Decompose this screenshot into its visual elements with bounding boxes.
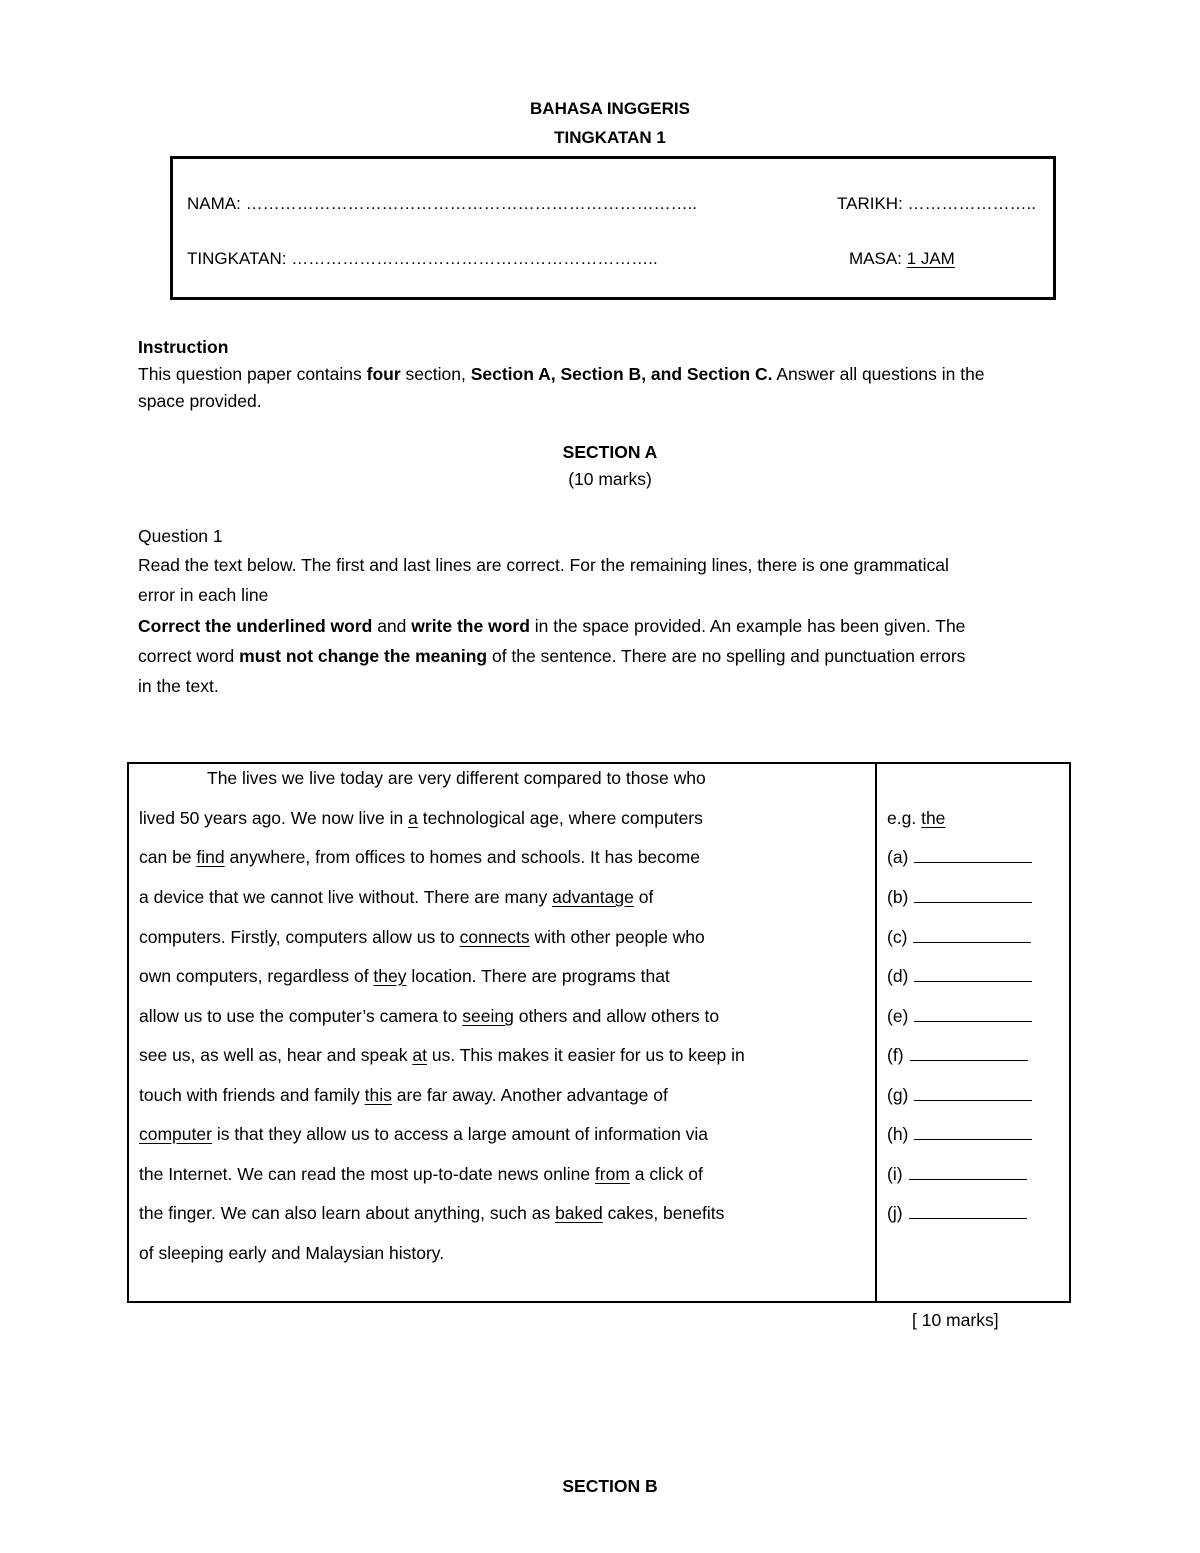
answer-example: e.g. the <box>887 808 946 828</box>
question-instruction-5: in the text. <box>138 676 219 696</box>
question-instruction-4: correct word must not change the meaning of the sentence. There are no spelling and punctuation errors <box>138 646 966 666</box>
passage-line: see us, as well as, hear and speak at us. This makes it easier for us to keep in <box>139 1045 745 1065</box>
underlined-word: baked <box>555 1203 603 1223</box>
instruction-text-line2: space provided. <box>138 391 262 411</box>
student-info-box <box>170 156 1056 300</box>
nama-field[interactable] <box>187 194 697 214</box>
question-instruction-3: Correct the underlined word and write the word in the space provided. An example has been given. The <box>138 616 966 636</box>
header-title: BAHASA INGGERIS <box>530 99 690 118</box>
answer-blank-b[interactable]: (b) <box>887 887 1032 908</box>
error-correction-table <box>127 762 1071 1303</box>
question-instruction-1: Read the text below. The first and last lines are correct. For the remaining lines, there is one grammatical <box>138 555 949 575</box>
answer-blank-e[interactable]: (e) <box>887 1006 1032 1027</box>
passage-line: The lives we live today are very different compared to those who <box>207 768 706 788</box>
passage-line: computer is that they allow us to access a large amount of information via <box>139 1124 709 1144</box>
underlined-word: at <box>412 1045 427 1065</box>
table-divider <box>875 764 877 1301</box>
passage-line: a device that we cannot live without. There are many advantage of <box>139 887 654 907</box>
tarikh-dots: ………………….. <box>907 194 1036 213</box>
passage-line: allow us to use the computer’s camera to seeing others and allow others to <box>139 1006 720 1026</box>
answer-blank-i[interactable]: (i) <box>887 1164 1027 1185</box>
question-label: Question 1 <box>138 526 223 546</box>
tingkatan-dots: ……………………………………………………….. <box>291 249 658 268</box>
passage-line: own computers, regardless of they location. There are programs that <box>139 966 670 986</box>
masa-field <box>849 249 955 269</box>
underlined-word: advantage <box>552 887 634 907</box>
masa-value: 1 JAM <box>906 249 955 268</box>
tarikh-field[interactable] <box>837 194 1036 214</box>
passage-line: the finger. We can also learn about anything, such as baked cakes, benefits <box>139 1203 725 1223</box>
underlined-word: a <box>408 808 418 828</box>
answer-blank-a[interactable]: (a) <box>887 847 1032 868</box>
underlined-word: this <box>364 1085 392 1105</box>
tingkatan-field[interactable] <box>187 249 658 269</box>
answer-blank-h[interactable]: (h) <box>887 1124 1032 1145</box>
question-instruction-2: error in each line <box>138 585 269 605</box>
masa-label: MASA: <box>849 249 902 268</box>
section-b-title: SECTION B <box>562 1476 658 1496</box>
header-subtitle: TINGKATAN 1 <box>554 128 666 147</box>
instruction-heading: Instruction <box>138 337 229 357</box>
passage-line: the Internet. We can read the most up-to-date news online from a click of <box>139 1164 703 1184</box>
underlined-word: computer <box>139 1124 212 1144</box>
passage-line: can be find anywhere, from offices to homes and schools. It has become <box>139 847 700 867</box>
section-a-marks: (10 marks) <box>568 469 652 489</box>
passage-line: lived 50 years ago. We now live in a technological age, where computers <box>139 808 703 828</box>
nama-dots: …………………………………………………………………….. <box>245 194 698 213</box>
underlined-word: they <box>373 966 407 986</box>
tingkatan-label: TINGKATAN: <box>187 249 287 268</box>
underlined-word: find <box>196 847 225 867</box>
answer-blank-g[interactable]: (g) <box>887 1085 1032 1106</box>
underlined-word: seeing <box>462 1006 514 1026</box>
example-answer: the <box>921 808 946 828</box>
underlined-word: from <box>594 1164 630 1184</box>
answer-blank-d[interactable]: (d) <box>887 966 1032 987</box>
answer-blank-f[interactable]: (f) <box>887 1045 1028 1066</box>
section-a-title: SECTION A <box>562 442 658 462</box>
tarikh-label: TARIKH: <box>837 194 903 213</box>
total-marks: [ 10 marks] <box>912 1310 999 1330</box>
passage-line: computers. Firstly, computers allow us to connects with other people who <box>139 927 705 947</box>
instruction-text: This question paper contains four section, Section A, Section B, and Section C. Answer all questions in the <box>138 364 985 384</box>
answer-blank-c[interactable]: (c) <box>887 927 1031 948</box>
passage-line: of sleeping early and Malaysian history. <box>139 1243 445 1263</box>
nama-label: NAMA: <box>187 194 241 213</box>
passage-line: touch with friends and family this are far away. Another advantage of <box>139 1085 668 1105</box>
answer-blank-j[interactable]: (j) <box>887 1203 1027 1224</box>
underlined-word: connects <box>459 927 530 947</box>
